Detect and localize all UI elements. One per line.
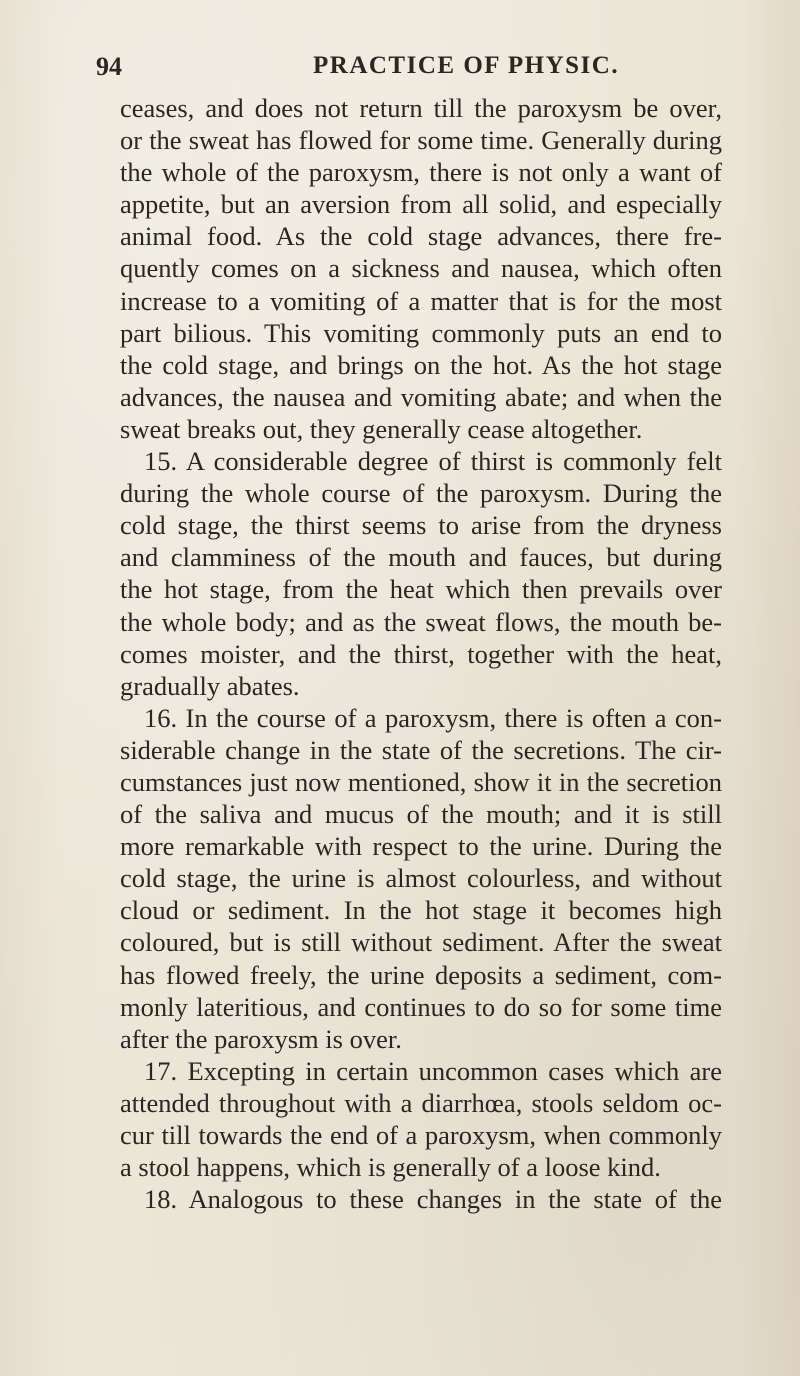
text-line: the whole body; and as the sweat flows, the mouth be- <box>120 606 722 637</box>
text-line: during the whole course of the paroxysm. During the <box>120 478 722 509</box>
text-line: a stool happens, which is generally of a loose kind. <box>120 1152 661 1183</box>
text-line: gradually abates. <box>120 670 300 701</box>
text-line: part bilious. This vomiting commonly puts an end to <box>120 317 722 348</box>
page-number: 94 <box>96 52 122 81</box>
text-line: and clamminess of the mouth and fauces, but during <box>120 542 722 573</box>
text-line: monly lateritious, and continues to do so for some time <box>120 991 722 1022</box>
page-header <box>96 52 696 92</box>
text-line: coloured, but is still without sediment. After the sweat <box>120 927 722 958</box>
text-line: comes moister, and the thirst, together with the heat, <box>120 638 722 669</box>
text-line: or the sweat has flowed for some time. Generally during <box>120 125 722 156</box>
text-line: the cold stage, and brings on the hot. As the hot stage <box>120 349 722 380</box>
text-line: after the paroxysm is over. <box>120 1023 402 1054</box>
text-line: appetite, but an aversion from all solid, and especially <box>120 189 722 220</box>
text-line: cold stage, the urine is almost colourless, and without <box>120 863 722 894</box>
text-line: 17. Excepting in certain uncommon cases which are <box>144 1055 722 1086</box>
text-line: cur till towards the end of a paroxysm, when commonly <box>120 1120 722 1150</box>
text-line: has flowed freely, the urine deposits a sediment, com- <box>120 959 722 990</box>
text-line: 18. Analogous to these changes in the state of the <box>144 1184 722 1215</box>
text-line: advances, the nausea and vomiting abate; and when the <box>120 381 722 412</box>
text-line: sweat breaks out, they generally cease altogether. <box>120 413 643 444</box>
text-line: animal food. As the cold stage advances, there fre- <box>120 221 722 252</box>
text-line: cumstances just now mentioned, show it in the secretion <box>120 766 722 797</box>
text-line: quently comes on a sickness and nausea, which often <box>120 253 722 284</box>
text-line: of the saliva and mucus of the mouth; and it is still <box>120 799 722 830</box>
text-line: cold stage, the thirst seems to arise from the dryness <box>120 510 722 541</box>
body-text <box>120 92 722 1215</box>
text-line: 15. A considerable degree of thirst is commonly felt <box>144 446 722 477</box>
text-line: attended throughout with a diarrhœa, stools seldom oc- <box>120 1087 722 1118</box>
text-line: siderable change in the state of the secretions. The cir- <box>120 734 722 765</box>
text-line: the hot stage, from the heat which then prevails over <box>120 574 722 605</box>
text-line: more remarkable with respect to the urine. During the <box>120 831 722 862</box>
text-line: increase to a vomiting of a matter that is for the most <box>120 285 722 316</box>
text-line: ceases, and does not return till the paroxysm be over, <box>120 93 722 123</box>
text-line: 16. In the course of a paroxysm, there is often a con- <box>144 702 722 733</box>
running-head: PRACTICE OF PHYSIC. <box>313 52 620 79</box>
text-line: cloud or sediment. In the hot stage it becomes high <box>120 895 722 926</box>
text-line: the whole of the paroxysm, there is not only a want of <box>120 157 722 188</box>
